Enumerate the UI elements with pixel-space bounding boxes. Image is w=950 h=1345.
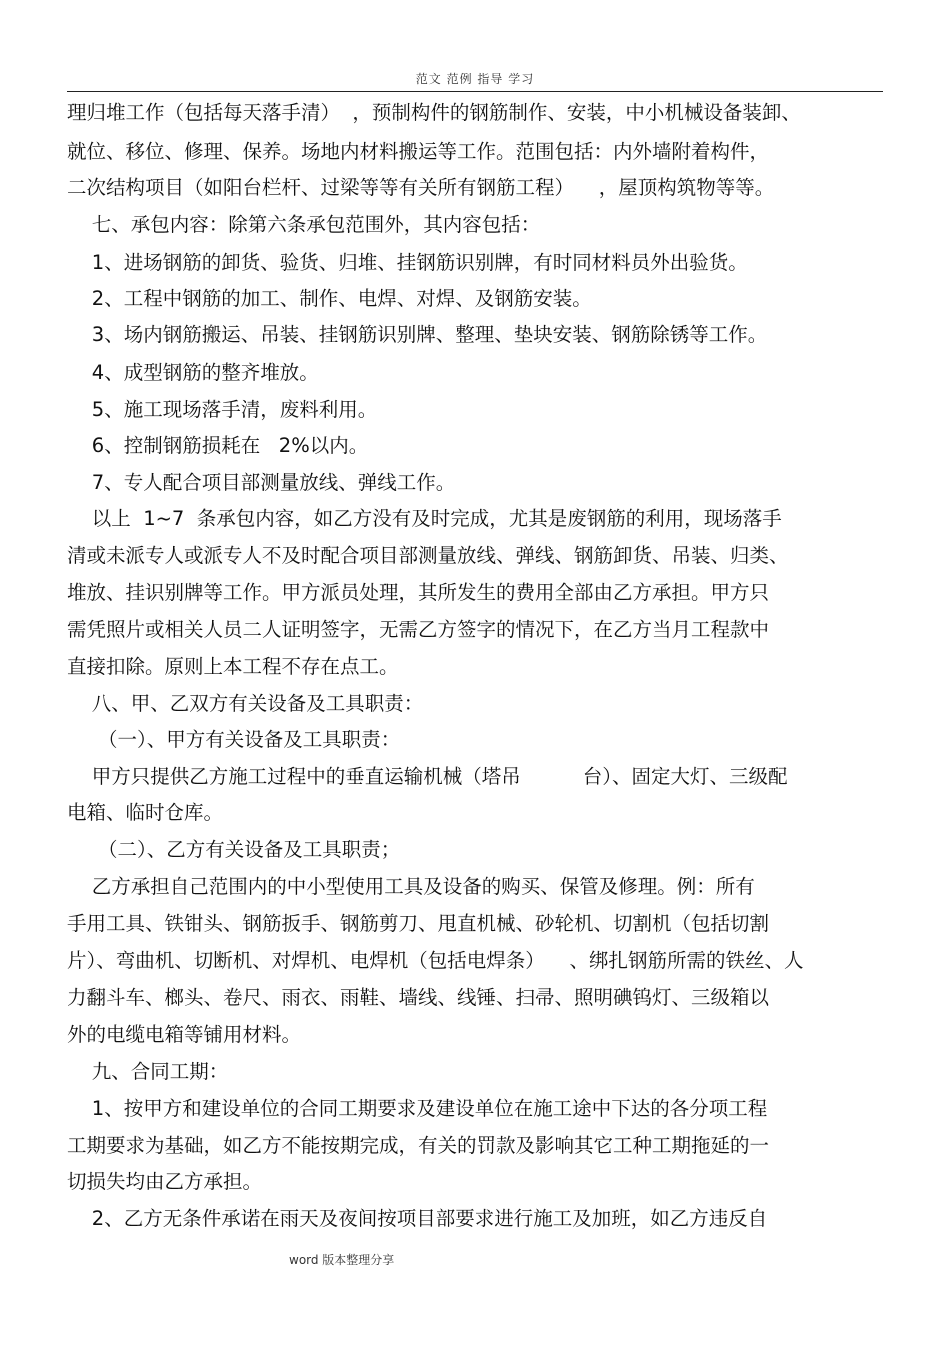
body-line: 切损失均由乙方承担。 [67,1170,263,1193]
body-line: 电箱、临时仓库。 [67,801,224,824]
body-line: 2、工程中钢筋的加工、制作、电焊、对焊、及钢筋安装。 [67,287,592,310]
page-header: 范文 范例 指导 学习 [415,72,535,86]
body-line: （一）、甲方有关设备及工具职责： [67,728,401,751]
body-line: 直接扣除。原则上本工程不存在点工。 [67,655,399,678]
body-line: 5、施工现场落手清，废料利用。 [67,398,378,421]
body-line: 堆放、挂识别牌等工作。甲方派员处理，其所发生的费用全部由乙方承担。甲方只 [67,581,770,604]
body-line: 需凭照片或相关人员二人证明签字，无需乙方签字的情况下，在乙方当月工程款中 [67,618,770,641]
body-line: 4、成型钢筋的整齐堆放。 [67,361,319,384]
body-line: 九、合同工期： [67,1060,229,1083]
body-line: 2、乙方无条件承诺在雨天及夜间按项目部要求进行施工及加班，如乙方违反自 [67,1207,768,1230]
body-line: 甲方只提供乙方施工过程中的垂直运输机械（塔吊 台）、固定大灯、三级配 [67,765,788,788]
header-divider [67,91,883,92]
body-line: 七、承包内容：除第六条承包范围外，其内容包括： [67,213,541,236]
body-line: 理归堆工作（包括每天落手清） ，预制构件的钢筋制作、安装，中小机械设备装卸、 [67,101,801,124]
body-line: 1、进场钢筋的卸货、验货、归堆、挂钢筋识别牌，有时同材料员外出验货。 [67,251,748,274]
body-line: 二次结构项目（如阳台栏杆、过梁等等有关所有钢筋工程） ，屋顶构筑物等等。 [67,176,775,199]
body-line: 清或未派专人或派专人不及时配合项目部测量放线、弹线、钢筋卸货、吊装、归类、 [67,544,789,567]
body-line: 以上 1~7 条承包内容，如乙方没有及时完成，尤其是废钢筋的利用，现场落手 [67,507,782,530]
body-line: 6、控制钢筋损耗在 2%以内。 [67,434,369,457]
body-line: 手用工具、铁钳头、钢筋扳手、钢筋剪刀、甩直机械、砂轮机、切割机（包括切割 [67,912,770,935]
body-line: 外的电缆电箱等铺用材料。 [67,1023,302,1046]
body-line: 7、专人配合项目部测量放线、弹线工作。 [67,471,456,494]
body-line: （二）、乙方有关设备及工具职责； [67,838,401,861]
body-line: 工期要求为基础，如乙方不能按期完成，有关的罚款及影响其它工种工期拖延的一 [67,1134,770,1157]
body-line: 就位、移位、修理、保养。场地内材料搬运等工作。范围包括：内外墙附着构件， [67,140,770,163]
page-footer: word 版本整理分享 [289,1253,395,1267]
body-line: 八、甲、乙双方有关设备及工具职责： [67,692,424,715]
body-line: 乙方承担自己范围内的中小型使用工具及设备的购买、保管及修理。例：所有 [67,875,755,898]
body-line: 片）、弯曲机、切断机、对焊机、电焊机（包括电焊条） 、绑扎钢筋所需的铁丝、人 [67,949,804,972]
body-line: 1、按甲方和建设单位的合同工期要求及建设单位在施工途中下达的各分项工程 [67,1097,768,1120]
body-line: 3、场内钢筋搬运、吊装、挂钢筋识别牌、整理、垫块安装、钢筋除锈等工作。 [67,323,768,346]
body-line: 力翻斗车、榔头、卷尺、雨衣、雨鞋、墙线、线锤、扫帚、照明碘钨灯、三级箱以 [67,986,770,1009]
